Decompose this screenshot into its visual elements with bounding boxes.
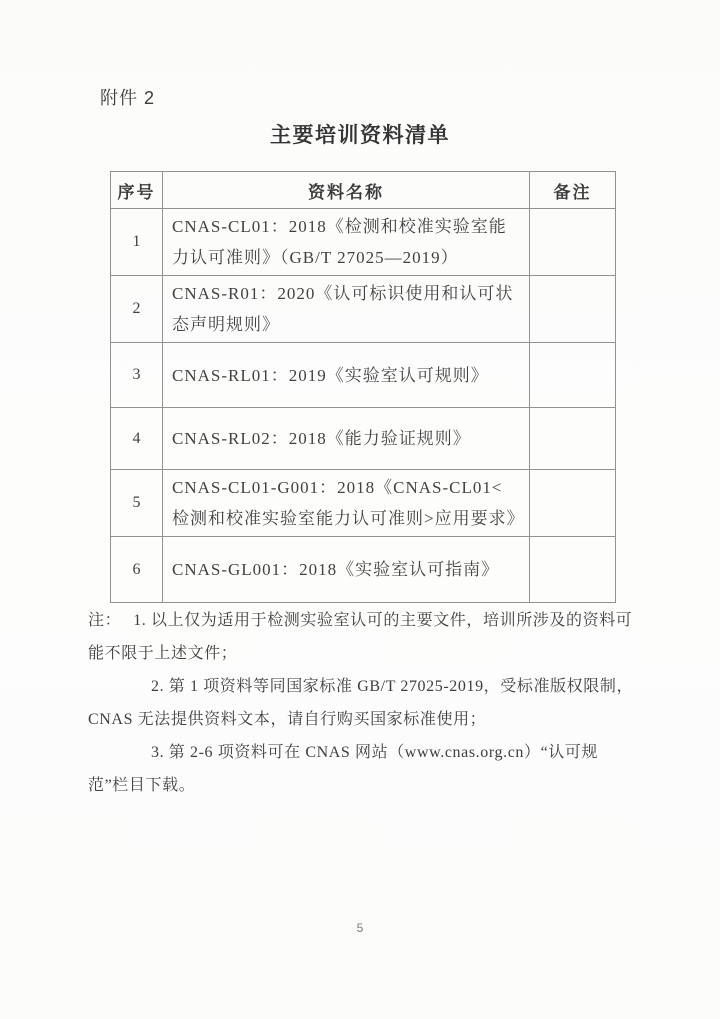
note-item-3: 3. 第 2-6 项资料可在 CNAS 网站（www.cnas.org.cn）“认可规范”栏目下载。	[88, 744, 599, 794]
material-name: CNAS-RL01：2019《实验室认可规则》	[163, 343, 530, 408]
table-row	[111, 408, 616, 470]
note-line-1	[88, 604, 637, 670]
row-number: 5	[111, 470, 163, 537]
remark-cell	[530, 408, 616, 470]
training-materials-table	[110, 171, 616, 603]
row-number: 1	[111, 209, 163, 276]
notes-section	[88, 604, 637, 802]
material-name: CNAS-CL01-G001：2018《CNAS-CL01<检测和校准实验室能力认可准则>应用要求》	[163, 470, 530, 537]
row-number: 4	[111, 408, 163, 470]
note-item-1: 1. 以上仅为适用于检测实验室认可的主要文件，培训所涉及的资料可能不限于上述文件；	[88, 612, 633, 662]
table-header-row	[111, 172, 616, 209]
material-name: CNAS-RL02：2018《能力验证规则》	[163, 408, 530, 470]
material-name: CNAS-CL01：2018《检测和校准实验室能力认可准则》（GB/T 27025—2019）	[163, 209, 530, 276]
row-number: 3	[111, 343, 163, 408]
column-header-name: 资料名称	[163, 172, 530, 209]
remark-cell	[530, 343, 616, 408]
table-row	[111, 537, 616, 603]
material-name: CNAS-R01：2020《认可标识使用和认可状态声明规则》	[163, 276, 530, 343]
remark-cell	[530, 537, 616, 603]
remark-cell	[530, 470, 616, 537]
remark-cell	[530, 276, 616, 343]
notes-label: 注：	[88, 612, 122, 629]
row-number: 2	[111, 276, 163, 343]
table-row	[111, 276, 616, 343]
table-row	[111, 470, 616, 537]
material-name: CNAS-GL001：2018《实验室认可指南》	[163, 537, 530, 603]
page-title: 主要培训资料清单	[270, 123, 450, 147]
column-header-no: 序号	[111, 172, 163, 209]
note-item-2: 2. 第 1 项资料等同国家标准 GB/T 27025-2019，受标准版权限制，CNAS 无法提供资料文本，请自行购买国家标准使用；	[88, 678, 634, 728]
page-number: 5	[356, 921, 364, 935]
column-header-remark: 备注	[530, 172, 616, 209]
table-row	[111, 209, 616, 276]
row-number: 6	[111, 537, 163, 603]
table-row	[111, 343, 616, 408]
attachment-label: 附件 2	[100, 88, 156, 108]
remark-cell	[530, 209, 616, 276]
